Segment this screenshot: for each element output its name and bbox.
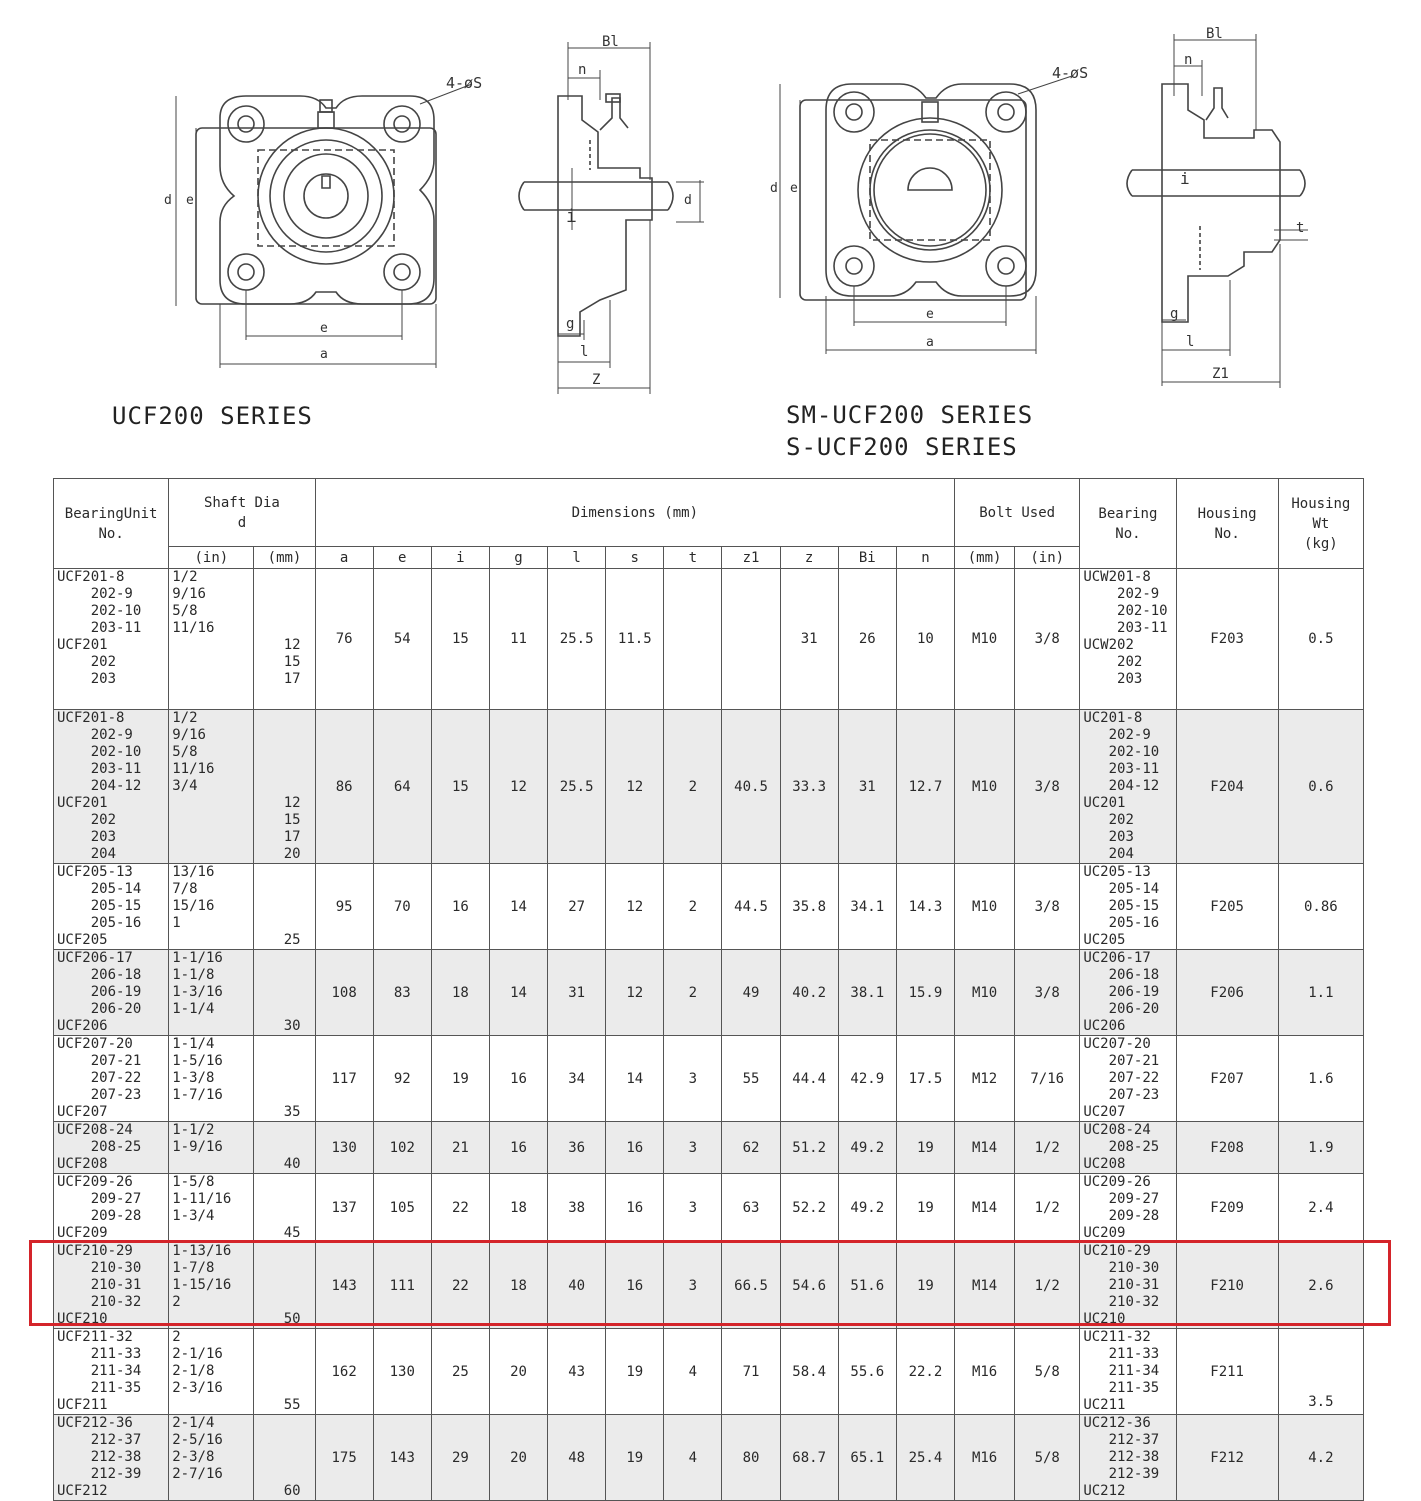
cell-unit: UCF207-20 207-21 207-22 207-23 UCF207 xyxy=(54,1036,169,1122)
cell-bearing: UC206-17 206-18 206-19 206-20 UC206 xyxy=(1080,950,1176,1036)
table-row xyxy=(54,864,1364,950)
cell-dim-i: 15 xyxy=(431,569,489,710)
cell-bolt-in: 1/2 xyxy=(1015,1243,1080,1329)
label-t-right: t xyxy=(1296,220,1305,236)
cell-dim-t: 3 xyxy=(664,1174,722,1243)
cell-bolt-mm: M10 xyxy=(955,710,1015,864)
cell-bolt-mm: M14 xyxy=(955,1122,1015,1174)
cell-dim-a: 95 xyxy=(315,864,373,950)
header-dim-i: i xyxy=(431,547,489,569)
cell-dim-s: 14 xyxy=(606,1036,664,1122)
cell-dim-i: 15 xyxy=(431,710,489,864)
cell-bolt-mm: M14 xyxy=(955,1174,1015,1243)
sm-ucf-side-view xyxy=(1127,34,1308,388)
cell-weight: 0.86 xyxy=(1278,864,1363,950)
cell-dim-g: 18 xyxy=(489,1174,547,1243)
cell-housing: F211 xyxy=(1176,1329,1278,1415)
label-bl-left: Bl xyxy=(602,34,619,50)
technical-drawings xyxy=(0,0,1421,470)
cell-dim-n: 19 xyxy=(896,1243,954,1329)
cell-unit: UCF212-36 212-37 212-38 212-39 UCF212 xyxy=(54,1415,169,1501)
cell-dim-e: 130 xyxy=(373,1329,431,1415)
cell-dim-z1: 66.5 xyxy=(722,1243,780,1329)
cell-dim-i: 21 xyxy=(431,1122,489,1174)
cell-weight: 1.1 xyxy=(1278,950,1363,1036)
cell-dim-z: 58.4 xyxy=(780,1329,838,1415)
header-bearing: Bearing No. xyxy=(1080,479,1176,569)
cell-dim-bi: 34.1 xyxy=(838,864,896,950)
cell-bolt-in: 3/8 xyxy=(1015,569,1080,710)
cell-bolt-mm: M14 xyxy=(955,1243,1015,1329)
cell-unit: UCF201-8 202-9 202-10 203-11 204-12 UCF201 202 203 204 xyxy=(54,710,169,864)
table-row xyxy=(54,1329,1364,1415)
cell-dim-a: 108 xyxy=(315,950,373,1036)
cell-dim-n: 19 xyxy=(896,1174,954,1243)
cell-dim-s: 12 xyxy=(606,950,664,1036)
cell-dim-e: 143 xyxy=(373,1415,431,1501)
cell-dim-z: 33.3 xyxy=(780,710,838,864)
cell-dim-s: 16 xyxy=(606,1122,664,1174)
table-row xyxy=(54,710,1364,864)
cell-dim-t: 2 xyxy=(664,950,722,1036)
cell-dim-z1: 40.5 xyxy=(722,710,780,864)
cell-bearing: UC212-36 212-37 212-38 212-39 UC212 xyxy=(1080,1415,1176,1501)
header-bolt: Bolt Used xyxy=(955,479,1080,547)
cell-bolt-in: 5/8 xyxy=(1015,1329,1080,1415)
table-row xyxy=(54,1415,1364,1501)
ucf-side-view xyxy=(519,42,704,394)
cell-weight: 0.6 xyxy=(1278,710,1363,864)
cell-dim-z: 44.4 xyxy=(780,1036,838,1122)
cell-bolt-in: 7/16 xyxy=(1015,1036,1080,1122)
cell-dim-s: 16 xyxy=(606,1174,664,1243)
cell-shaft-mm: 40 xyxy=(254,1122,315,1174)
cell-dim-z: 68.7 xyxy=(780,1415,838,1501)
cell-dim-z: 54.6 xyxy=(780,1243,838,1329)
cell-dim-t xyxy=(664,569,722,710)
header-dim-bi: Bi xyxy=(838,547,896,569)
cell-bolt-mm: M10 xyxy=(955,950,1015,1036)
header-dim-z: z xyxy=(780,547,838,569)
cell-dim-z: 35.8 xyxy=(780,864,838,950)
cell-bearing: UC205-13 205-14 205-15 205-16 UC205 xyxy=(1080,864,1176,950)
cell-shaft-in: 1-1/4 1-5/16 1-3/8 1-7/16 xyxy=(169,1036,254,1122)
cell-unit: UCF209-26 209-27 209-28 UCF209 xyxy=(54,1174,169,1243)
cell-dim-a: 137 xyxy=(315,1174,373,1243)
cell-dim-z: 51.2 xyxy=(780,1122,838,1174)
cell-shaft-in: 2 2-1/16 2-1/8 2-3/16 xyxy=(169,1329,254,1415)
cell-shaft-in: 1/2 9/16 5/8 11/16 3/4 xyxy=(169,710,254,864)
cell-bolt-mm: M10 xyxy=(955,569,1015,710)
cell-housing: F207 xyxy=(1176,1036,1278,1122)
header-dim-s: s xyxy=(606,547,664,569)
cell-dim-l: 40 xyxy=(548,1243,606,1329)
cell-dim-g: 18 xyxy=(489,1243,547,1329)
label-n-left: n xyxy=(578,62,587,78)
label-hole-left: 4-øS xyxy=(446,74,483,92)
cell-dim-s: 19 xyxy=(606,1415,664,1501)
cell-dim-t: 3 xyxy=(664,1122,722,1174)
header-bolt-in: (in) xyxy=(1015,547,1080,569)
cell-dim-e: 83 xyxy=(373,950,431,1036)
cell-weight: 3.5 xyxy=(1278,1329,1363,1415)
cell-dim-n: 17.5 xyxy=(896,1036,954,1122)
label-z1-right: Z1 xyxy=(1212,366,1229,382)
header-dim-z1: z1 xyxy=(722,547,780,569)
cell-dim-g: 16 xyxy=(489,1122,547,1174)
cell-dim-g: 12 xyxy=(489,710,547,864)
cell-shaft-mm: 60 xyxy=(254,1415,315,1501)
cell-dim-z1: 55 xyxy=(722,1036,780,1122)
cell-dim-s: 12 xyxy=(606,864,664,950)
cell-shaft-mm: 35 xyxy=(254,1036,315,1122)
cell-housing: F205 xyxy=(1176,864,1278,950)
cell-dim-e: 111 xyxy=(373,1243,431,1329)
cell-weight: 1.9 xyxy=(1278,1122,1363,1174)
cell-dim-t: 4 xyxy=(664,1329,722,1415)
cell-dim-z1: 80 xyxy=(722,1415,780,1501)
cell-dim-z1: 63 xyxy=(722,1174,780,1243)
cell-dim-g: 16 xyxy=(489,1036,547,1122)
table-row xyxy=(54,1174,1364,1243)
cell-dim-bi: 49.2 xyxy=(838,1174,896,1243)
cell-dim-l: 25.5 xyxy=(548,710,606,864)
cell-dim-l: 38 xyxy=(548,1174,606,1243)
cell-shaft-mm: 50 xyxy=(254,1243,315,1329)
cell-bolt-in: 1/2 xyxy=(1015,1174,1080,1243)
label-g-left: g xyxy=(566,316,575,332)
cell-dim-bi: 42.9 xyxy=(838,1036,896,1122)
label-l-right: l xyxy=(1186,334,1195,350)
label-bl-right: Bl xyxy=(1206,26,1223,42)
cell-bearing: UC211-32 211-33 211-34 211-35 UC211 xyxy=(1080,1329,1176,1415)
cell-dim-t: 2 xyxy=(664,710,722,864)
table-row xyxy=(54,1036,1364,1122)
cell-dim-bi: 65.1 xyxy=(838,1415,896,1501)
cell-dim-s: 12 xyxy=(606,710,664,864)
cell-dim-a: 162 xyxy=(315,1329,373,1415)
cell-shaft-in: 1/2 9/16 5/8 11/16 xyxy=(169,569,254,710)
cell-weight: 4.2 xyxy=(1278,1415,1363,1501)
cell-dim-a: 117 xyxy=(315,1036,373,1122)
cell-dim-l: 31 xyxy=(548,950,606,1036)
cell-shaft-in: 1-5/8 1-11/16 1-3/4 xyxy=(169,1174,254,1243)
cell-dim-bi: 51.6 xyxy=(838,1243,896,1329)
cell-dim-t: 3 xyxy=(664,1243,722,1329)
label-a-left: a xyxy=(320,347,328,362)
label-i-left: i xyxy=(566,206,577,227)
cell-bolt-mm: M16 xyxy=(955,1329,1015,1415)
cell-dim-g: 11 xyxy=(489,569,547,710)
header-dim-g: g xyxy=(489,547,547,569)
cell-bearing: UC208-24 208-25 UC208 xyxy=(1080,1122,1176,1174)
left-series-title: UCF200 SERIES xyxy=(112,402,313,430)
label-e-vert-right: e xyxy=(790,181,798,196)
label-e-vert-left: e xyxy=(186,193,194,208)
cell-unit: UCF206-17 206-18 206-19 206-20 UCF206 xyxy=(54,950,169,1036)
label-e-left: e xyxy=(320,321,328,336)
cell-housing: F208 xyxy=(1176,1122,1278,1174)
header-dim-t: t xyxy=(664,547,722,569)
label-i-right: i xyxy=(1180,169,1190,188)
cell-bolt-mm: M16 xyxy=(955,1415,1015,1501)
cell-dim-i: 19 xyxy=(431,1036,489,1122)
header-dim-e: e xyxy=(373,547,431,569)
cell-bearing: UC209-26 209-27 209-28 UC209 xyxy=(1080,1174,1176,1243)
cell-shaft-mm: 25 xyxy=(254,864,315,950)
header-weight: Housing Wt (kg) xyxy=(1278,479,1363,569)
cell-dim-t: 2 xyxy=(664,864,722,950)
cell-dim-a: 143 xyxy=(315,1243,373,1329)
cell-unit: UCF208-24 208-25 UCF208 xyxy=(54,1122,169,1174)
cell-shaft-in: 1-13/16 1-7/8 1-15/16 2 xyxy=(169,1243,254,1329)
cell-dim-s: 11.5 xyxy=(606,569,664,710)
cell-bolt-in: 3/8 xyxy=(1015,710,1080,864)
spec-table xyxy=(53,478,1364,1501)
cell-housing: F209 xyxy=(1176,1174,1278,1243)
cell-dim-t: 4 xyxy=(664,1415,722,1501)
header-dim-n: n xyxy=(896,547,954,569)
header-bolt-mm: (mm) xyxy=(955,547,1015,569)
table-row xyxy=(54,1122,1364,1174)
cell-dim-n: 15.9 xyxy=(896,950,954,1036)
cell-dim-z1: 62 xyxy=(722,1122,780,1174)
header-dimensions: Dimensions (mm) xyxy=(315,479,954,547)
cell-dim-z: 31 xyxy=(780,569,838,710)
cell-shaft-mm: 45 xyxy=(254,1174,315,1243)
label-a-right: a xyxy=(926,335,934,350)
cell-dim-i: 25 xyxy=(431,1329,489,1415)
cell-dim-s: 16 xyxy=(606,1243,664,1329)
cell-housing: F203 xyxy=(1176,569,1278,710)
cell-dim-a: 175 xyxy=(315,1415,373,1501)
cell-unit: UCF211-32 211-33 211-34 211-35 UCF211 xyxy=(54,1329,169,1415)
cell-weight: 2.4 xyxy=(1278,1174,1363,1243)
cell-shaft-mm: 30 xyxy=(254,950,315,1036)
cell-dim-z1: 44.5 xyxy=(722,864,780,950)
table-row xyxy=(54,950,1364,1036)
cell-unit: UCF201-8 202-9 202-10 203-11 UCF201 202 203 xyxy=(54,569,169,710)
table-row xyxy=(54,569,1364,710)
cell-dim-a: 86 xyxy=(315,710,373,864)
cell-dim-l: 43 xyxy=(548,1329,606,1415)
cell-dim-e: 92 xyxy=(373,1036,431,1122)
header-shaft-mm: (mm) xyxy=(254,547,315,569)
cell-bearing: UC201-8 202-9 202-10 203-11 204-12 UC201 202 203 204 xyxy=(1080,710,1176,864)
header-shaft: Shaft Dia d xyxy=(169,479,315,547)
cell-shaft-in: 13/16 7/8 15/16 1 xyxy=(169,864,254,950)
cell-dim-bi: 26 xyxy=(838,569,896,710)
label-z-left: Z xyxy=(592,372,601,388)
cell-bolt-in: 1/2 xyxy=(1015,1122,1080,1174)
cell-shaft-mm: 12 15 17 xyxy=(254,569,315,710)
cell-dim-l: 25.5 xyxy=(548,569,606,710)
cell-bolt-in: 3/8 xyxy=(1015,864,1080,950)
cell-dim-e: 102 xyxy=(373,1122,431,1174)
label-dd-left: d xyxy=(684,193,692,208)
cell-bolt-mm: M10 xyxy=(955,864,1015,950)
label-n-right: n xyxy=(1184,52,1193,68)
cell-dim-n: 14.3 xyxy=(896,864,954,950)
cell-dim-z: 52.2 xyxy=(780,1174,838,1243)
label-e-right: e xyxy=(926,307,934,322)
cell-weight: 1.6 xyxy=(1278,1036,1363,1122)
cell-shaft-in: 2-1/4 2-5/16 2-3/8 2-7/16 xyxy=(169,1415,254,1501)
cell-dim-bi: 38.1 xyxy=(838,950,896,1036)
label-g-right: g xyxy=(1170,306,1179,322)
cell-dim-a: 76 xyxy=(315,569,373,710)
cell-bolt-in: 5/8 xyxy=(1015,1415,1080,1501)
cell-shaft-mm: 12 15 17 20 xyxy=(254,710,315,864)
right-series-title-1: SM-UCF200 SERIES xyxy=(786,401,1034,429)
cell-unit: UCF210-29 210-30 210-31 210-32 UCF210 xyxy=(54,1243,169,1329)
cell-dim-bi: 49.2 xyxy=(838,1122,896,1174)
cell-dim-s: 19 xyxy=(606,1329,664,1415)
cell-dim-t: 3 xyxy=(664,1036,722,1122)
cell-housing: F204 xyxy=(1176,710,1278,864)
spec-table-body xyxy=(54,569,1364,1501)
cell-bolt-mm: M12 xyxy=(955,1036,1015,1122)
cell-dim-bi: 55.6 xyxy=(838,1329,896,1415)
cell-housing: F206 xyxy=(1176,950,1278,1036)
header-unit: BearingUnit No. xyxy=(54,479,169,569)
cell-dim-z: 40.2 xyxy=(780,950,838,1036)
table-row xyxy=(54,1243,1364,1329)
cell-weight: 0.5 xyxy=(1278,569,1363,710)
cell-dim-i: 22 xyxy=(431,1243,489,1329)
cell-dim-i: 16 xyxy=(431,864,489,950)
cell-shaft-in: 1-1/16 1-1/8 1-3/16 1-1/4 xyxy=(169,950,254,1036)
cell-shaft-in: 1-1/2 1-9/16 xyxy=(169,1122,254,1174)
cell-dim-bi: 31 xyxy=(838,710,896,864)
cell-dim-n: 22.2 xyxy=(896,1329,954,1415)
cell-dim-g: 14 xyxy=(489,950,547,1036)
label-d-left: d xyxy=(164,193,172,208)
cell-dim-i: 18 xyxy=(431,950,489,1036)
cell-dim-l: 36 xyxy=(548,1122,606,1174)
cell-dim-i: 22 xyxy=(431,1174,489,1243)
cell-dim-n: 19 xyxy=(896,1122,954,1174)
cell-dim-l: 34 xyxy=(548,1036,606,1122)
cell-housing: F212 xyxy=(1176,1415,1278,1501)
header-shaft-in: (in) xyxy=(169,547,254,569)
cell-dim-n: 25.4 xyxy=(896,1415,954,1501)
label-hole-right: 4-øS xyxy=(1052,64,1089,82)
cell-dim-n: 10 xyxy=(896,569,954,710)
header-dim-a: a xyxy=(315,547,373,569)
cell-dim-e: 64 xyxy=(373,710,431,864)
cell-unit: UCF205-13 205-14 205-15 205-16 UCF205 xyxy=(54,864,169,950)
cell-dim-a: 130 xyxy=(315,1122,373,1174)
cell-dim-g: 20 xyxy=(489,1415,547,1501)
cell-dim-e: 70 xyxy=(373,864,431,950)
cell-dim-l: 27 xyxy=(548,864,606,950)
cell-weight: 2.6 xyxy=(1278,1243,1363,1329)
label-l-left: l xyxy=(580,344,589,360)
cell-housing: F210 xyxy=(1176,1243,1278,1329)
cell-shaft-mm: 55 xyxy=(254,1329,315,1415)
right-series-title-2: S-UCF200 SERIES xyxy=(786,433,1018,461)
cell-dim-n: 12.7 xyxy=(896,710,954,864)
cell-dim-e: 105 xyxy=(373,1174,431,1243)
cell-dim-z1: 71 xyxy=(722,1329,780,1415)
cell-dim-i: 29 xyxy=(431,1415,489,1501)
header-housing: Housing No. xyxy=(1176,479,1278,569)
cell-dim-l: 48 xyxy=(548,1415,606,1501)
header-dim-l: l xyxy=(548,547,606,569)
cell-dim-e: 54 xyxy=(373,569,431,710)
cell-bolt-in: 3/8 xyxy=(1015,950,1080,1036)
cell-bearing: UCW201-8 202-9 202-10 203-11 UCW202 202 203 xyxy=(1080,569,1176,710)
cell-dim-g: 14 xyxy=(489,864,547,950)
cell-dim-z1: 49 xyxy=(722,950,780,1036)
cell-bearing: UC207-20 207-21 207-22 207-23 UC207 xyxy=(1080,1036,1176,1122)
cell-bearing: UC210-29 210-30 210-31 210-32 UC210 xyxy=(1080,1243,1176,1329)
cell-dim-g: 20 xyxy=(489,1329,547,1415)
cell-dim-z1 xyxy=(722,569,780,710)
label-d-right: d xyxy=(770,181,778,196)
